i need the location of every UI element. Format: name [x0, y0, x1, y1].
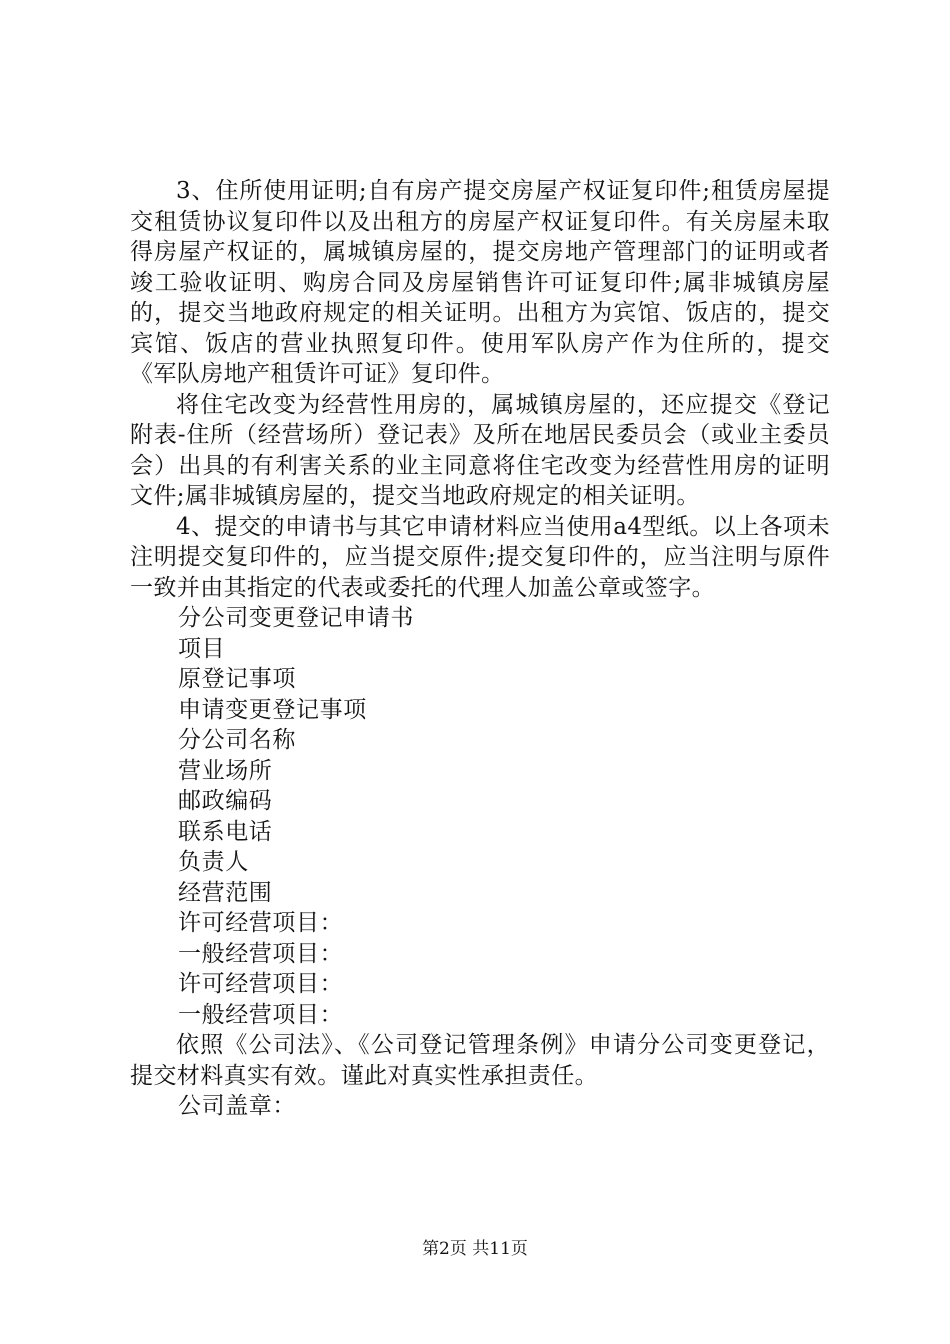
- company-seal-label: 公司盖章：: [178, 1093, 296, 1119]
- form-line-original-registration: 原登记事项: [178, 666, 296, 692]
- form-line-general-items-2: 一般经营项目：: [178, 1001, 344, 1028]
- form-line-business-premises: 营业场所: [178, 757, 273, 784]
- paragraph-paper-requirements: 4、提交的申请书与其它申请材料应当使用a4型纸。以上各项未注明提交复印件的，应当提交原件;提交复印件的，应当注明与原件一致并由其指定的代表或委托的代理人加盖公章或签字。: [130, 513, 830, 601]
- form-line-licensed-items-2: 许可经营项目：: [178, 971, 344, 997]
- document-body: [130, 176, 830, 1122]
- form-line-business-scope: 经营范围: [178, 879, 273, 906]
- form-title: 分公司变更登记申请书: [178, 605, 414, 631]
- form-line-licensed-items: 许可经营项目：: [178, 910, 344, 936]
- paragraph-residence-proof: 3、住所使用证明;自有房产提交房屋产权证复印件;租赁房屋提交租赁协议复印件以及出租方的房屋产权证复印件。有关房屋未取得房屋产权证的，属城镇房屋的，提交房地产管理部门的证明或者竣工验收证明、购房合同及房屋销售许可证复印件;属非城镇房屋的，提交当地政府规定的相关证明。出租方为宾馆、饭店的，提交宾馆、饭店的营业执照复印件。使用军队房产作为住所的，提交《军队房地产租赁许可证》复印件。: [130, 178, 830, 387]
- form-line-item: 项目: [178, 635, 226, 662]
- form-line-requested-change: 申请变更登记事项: [178, 696, 367, 723]
- form-line-phone: 联系电话: [178, 818, 273, 845]
- paragraph-residential-conversion: 将住宅改变为经营性用房的，属城镇房屋的，还应提交《登记附表-住所（经营场所）登记表》及所在地居民委员会（或业主委员会）出具的有利害关系的业主同意将住宅改变为经营性用房的证明文件;属非城镇房屋的，提交当地政府规定的相关证明。: [130, 391, 830, 509]
- declaration-paragraph: 依照《公司法》、《公司登记管理条例》申请分公司变更登记，提交材料真实有效。谨此对真实性承担责任。: [130, 1032, 830, 1089]
- form-line-postal-code: 邮政编码: [178, 788, 273, 814]
- form-line-general-items: 一般经营项目：: [178, 940, 344, 967]
- page-number-footer: 第2页 共11页: [422, 1239, 528, 1259]
- form-line-person-in-charge: 负责人: [178, 849, 249, 875]
- form-line-branch-name: 分公司名称: [178, 727, 296, 753]
